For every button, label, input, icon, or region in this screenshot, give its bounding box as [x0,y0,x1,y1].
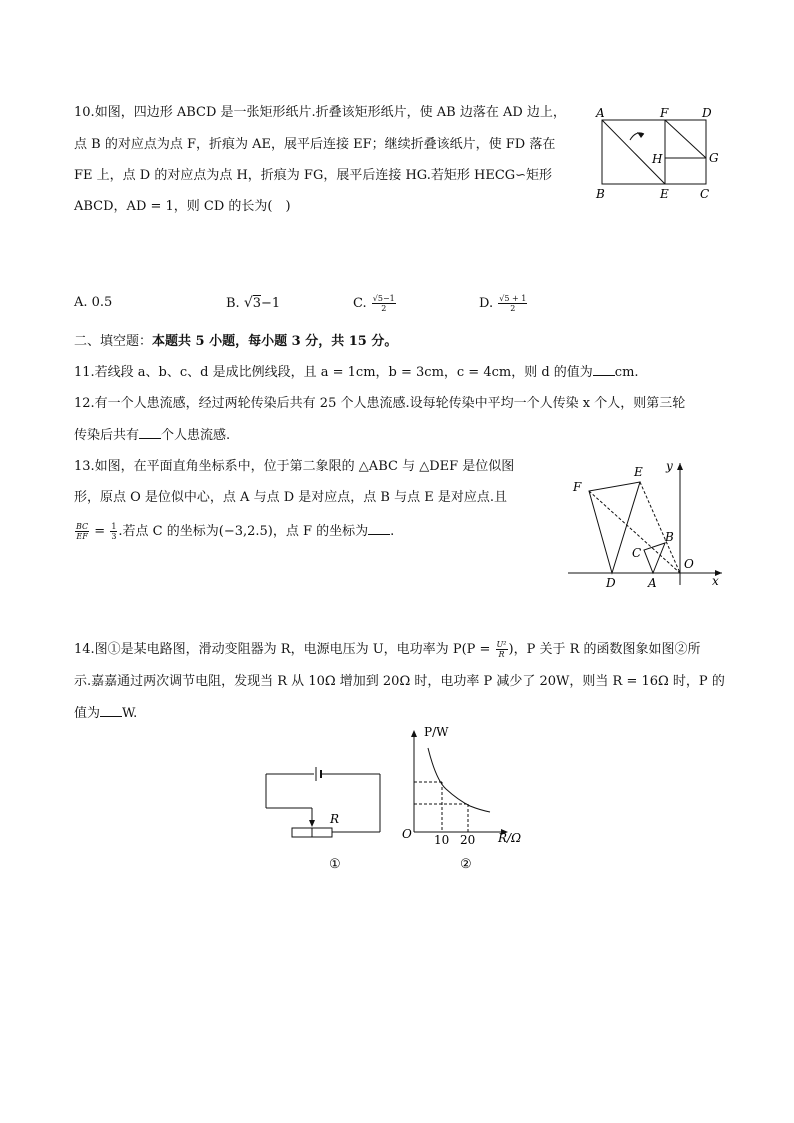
q10-number: 10. [74,105,95,120]
fig13-label-D: D [606,576,616,590]
section-2-desc: 本题共 5 小题，每小题 3 分，共 15 分。 [152,334,398,349]
q14-circuit-diagram [258,762,388,874]
circuit-r-label: R [330,812,340,826]
q10-option-c: C. $\frac{√5-1}{2}$ [353,294,395,313]
q10-option-a: A. 0.5 [74,295,113,310]
q13-line-3: $\frac{BC}{EF}$ = $\frac{1}{3}$ .若点 C 的坐标为(−3,2.5)，点 F 的坐标为 . [76,522,395,541]
q14-line-3: 值为 W. [74,706,138,721]
fig13-label-C: C [632,546,642,560]
q14-line-1: 14.图①是某电路图，滑动变阻器为 R，电源电压为 U，电功率为 P(P = $\frac{\text{U²}}{R}$ )，P 关于 R 的函数图象如图②所 [74,640,701,659]
q13-line-1: 13.如图，在平面直角坐标系中，位于第二象限的 △ABC 与 △DEF 是位似图 [74,459,515,474]
graph-origin: O [402,827,412,841]
fig13-label-x: x [712,574,719,588]
q10-line-3: FE 上，点 D 的对应点为点 H，折痕为 FG，展平后连接 HG.若矩形 HECG∽矩形 [74,168,553,183]
q13-coordinate-figure [562,455,732,590]
q12-line-1: 12.有一个人患流感，经过两轮传染后共有 25 个人患流感.设每轮传染中平均一个人传染 x 个人，则第三轮 [74,396,686,411]
section-2-header [74,334,397,350]
fig13-label-y: y [666,459,673,473]
graph-x-label: R/Ω [498,831,522,845]
fig13-label-E: E [634,465,643,479]
fig13-label-O: O [684,557,694,571]
q12-answer-blank[interactable] [139,427,161,439]
circuit-caption: ① [329,857,341,872]
fig10-label-G: G [709,151,719,165]
fig10-label-D: D [702,106,712,120]
q10-option-d: D. $\frac{√5 + 1}{2}$ [479,294,527,313]
graph-tick-10: 10 [434,833,450,847]
q12-line-2: 传染后共有 个人患流感. [74,428,231,443]
fig10-label-C: C [700,187,710,201]
q11-answer-blank[interactable] [593,364,615,376]
fig13-label-B: B [665,530,674,544]
section-2-label: 二、填空题： [74,334,153,349]
q11-line: 11.若线段 a、b、c、d 是成比例线段，且 a = 1cm，b = 3cm，c = 4cm，则 d 的值为 cm. [74,365,639,380]
fig10-label-H: H [652,152,663,166]
q10-line-4: ABCD，AD = 1，则 CD 的长为( ) [74,199,291,214]
graph-y-label: P/W [424,725,449,739]
q10-text-1: 如图，四边形 ABCD 是一张矩形纸片.折叠该矩形纸片，使 AB 边落在 AD 边上， [94,105,566,120]
q13-line-2: 形，原点 O 是位似中心，点 A 与点 D 是对应点，点 B 与点 E 是对应点.且 [74,490,507,505]
fig10-label-A: A [596,106,605,120]
q14-answer-blank[interactable] [100,705,122,717]
q10-line-1 [74,105,566,121]
fig10-label-E: E [660,187,669,201]
fig10-label-F: F [660,106,669,120]
q14-line-2: 示.嘉嘉通过两次调节电阻，发现当 R 从 10Ω 增加到 20Ω 时，电功率 P 减少了 20W，则当 R = 16Ω 时，P 的 [74,674,725,689]
fig10-label-B: B [596,187,605,201]
q10-rectangle-figure [592,100,722,202]
q10-line-2: 点 B 的对应点为点 F，折痕为 AE，展平后连接 EF；继续折叠该纸片，使 FD 落在 [74,137,556,152]
fig13-label-A: A [648,576,657,590]
q14-function-graph [396,720,536,874]
fig13-label-F: F [573,480,582,494]
q13-answer-blank[interactable] [368,523,390,535]
graph-caption: ② [460,857,472,872]
q10-option-b: B. √3−1 [226,295,281,311]
graph-tick-20: 20 [460,833,476,847]
